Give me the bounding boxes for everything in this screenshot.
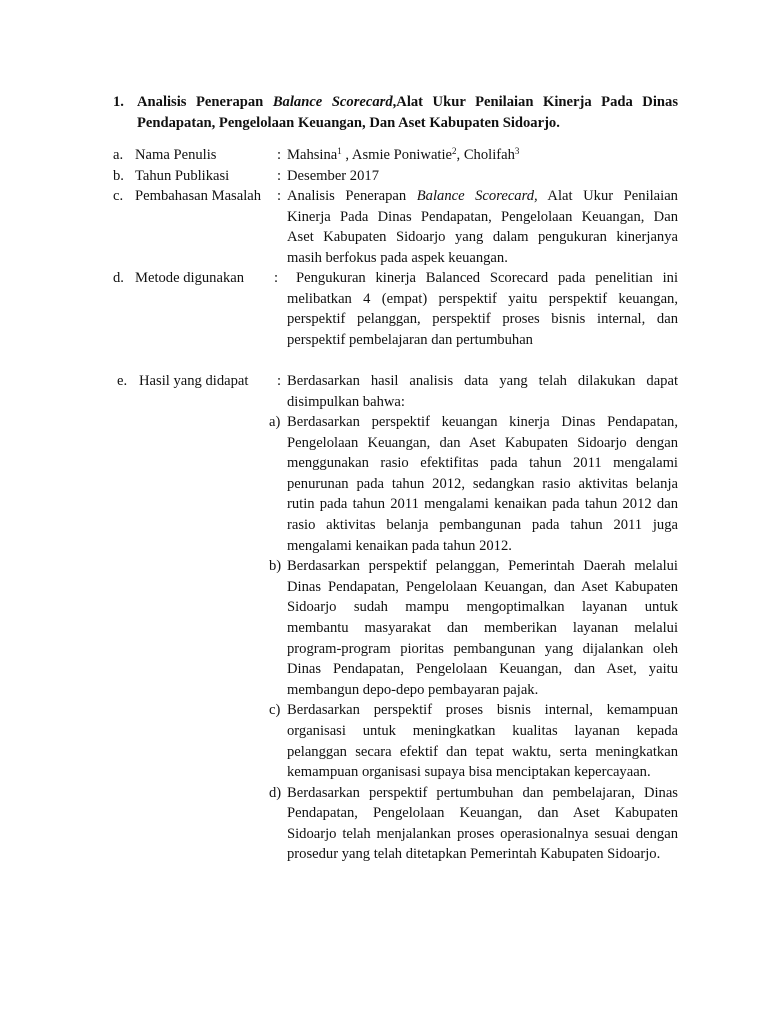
field-colon: :: [277, 373, 282, 389]
author-name-3: , Cholifah: [456, 147, 515, 163]
heading-title: [137, 92, 678, 133]
result-item-marker: c): [269, 702, 281, 719]
results-list: [269, 412, 678, 865]
problem-line-3: Aset Kabupaten Sidoarjo yang dalam pengukuran kinerjanya: [287, 229, 678, 246]
result-item-line: Berdasarkan perspektif keuangan kinerja Dinas Pendapatan,: [287, 414, 678, 430]
heading-title-italic: Balance Scorecard: [272, 94, 393, 110]
problem-line-1-italic: Balance Scorecard,: [416, 188, 538, 204]
field-label: Pembahasan Masalah: [135, 188, 262, 204]
results-intro-line-2: disimpulkan bahwa:: [287, 393, 405, 410]
author-name-1: Mahsina: [287, 147, 338, 163]
result-item: [269, 412, 678, 556]
result-item-line: Sidoarjo sudah mampu mengoptimalkan layanan untuk: [287, 599, 678, 616]
problem-line-2: Kinerja Pada Dinas Pendapatan, Pengelolaan Keuangan, Dan: [287, 208, 678, 225]
result-item-line: rasio aktivitas belanja pembangunan pada tahun 2011 juga: [287, 516, 678, 533]
heading-title-part-1: Analisis Penerapan: [137, 94, 273, 110]
result-item-marker: d): [269, 784, 282, 801]
problem-line-4: masih berfokus pada aspek keuangan.: [287, 249, 508, 266]
heading-title-part-2: ,Alat Ukur Penilaian Kinerja Pada Dinas: [392, 94, 678, 110]
result-item-marker: a): [269, 414, 281, 430]
field-colon: :: [274, 270, 279, 286]
field-letter: c.: [113, 188, 124, 204]
field-value: [287, 145, 678, 166]
field-value: [287, 268, 678, 350]
field-colon: :: [277, 147, 282, 163]
field-letter: d.: [113, 270, 124, 286]
field-letter: b.: [113, 168, 124, 184]
author-sup-3: 3: [514, 146, 520, 156]
result-item-line: Pengelolaan Keuangan, dan Aset Kabupaten Sidoarjo dengan: [287, 434, 678, 451]
result-item: [269, 783, 678, 865]
field-colon: :: [277, 168, 282, 184]
result-item-marker: b): [269, 558, 282, 575]
method-line-4: perspektif pembelajaran dan pertumbuhan: [287, 331, 533, 348]
field-label: Hasil yang didapat: [139, 373, 249, 389]
result-item-line: mengalami kenaikan pada tahun 2012.: [287, 537, 512, 554]
author-sup-1: 1: [337, 146, 342, 156]
result-item-line: Dinas Pendapatan, Pengelolaan Keuangan, dan Aset Kabupaten: [287, 578, 678, 595]
field-colon: :: [277, 188, 282, 204]
result-item-line: Sidoarjo telah menjalankan proses operasionalnya sesuai dengan: [287, 825, 678, 842]
result-item-line: Pendapatan, Pengelolaan Keuangan, dan Aset Kabupaten: [287, 805, 678, 822]
result-item: [269, 700, 678, 782]
problem-line-1: [287, 186, 678, 207]
section-heading: [113, 92, 678, 133]
result-item-line: kemampuan organisasi supaya bisa menciptakan kepercayaan.: [287, 764, 651, 781]
result-item-line: Berdasarkan perspektif pertumbuhan dan pembelajaran, Dinas: [287, 784, 678, 801]
results-intro-line-1: Berdasarkan hasil analisis data yang telah dilakukan dapat: [287, 373, 678, 389]
field-value: [287, 371, 678, 412]
author-name-2: , Asmie Poniwatie: [341, 147, 453, 163]
result-item: [269, 556, 678, 700]
result-item-line: program-program pioritas pembangunan yang dijalankan oleh: [287, 640, 678, 657]
method-line-2: melibatkan 4 (empat) perspektif yaitu perspektif keuangan,: [287, 290, 678, 307]
field-label: Nama Penulis: [135, 147, 217, 163]
heading-number: 1.: [113, 94, 124, 110]
author-sup-2: 2: [452, 146, 457, 156]
heading-title-line-2: Pendapatan, Pengelolaan Keuangan, Dan Aset Kabupaten Sidoarjo.: [137, 114, 560, 131]
field-value: [287, 186, 678, 268]
result-item-line: penurunan pada tahun 2012, sedangkan rasio aktivitas belanja: [287, 475, 678, 492]
result-item-line: organisasi untuk meningkatkan kualitas layanan kepada: [287, 722, 678, 739]
field-letter: a.: [113, 147, 124, 163]
method-line-3: perspektif pelanggan, perspektif proses bisnis internal, dan: [287, 311, 678, 328]
field-letter: e.: [117, 373, 128, 389]
field-label: Metode digunakan: [135, 270, 245, 286]
result-item-line: membantu masyarakat dan memberikan layanan melalui: [287, 619, 678, 636]
result-item-line: Berdasarkan perspektif pelanggan, Pemerintah Daerah melalui: [287, 558, 678, 575]
result-item-line: membangun depo-depo pembayaran pajak.: [287, 681, 539, 698]
result-item-line: prosedur yang telah ditetapkan Pemerintah Kabupaten Sidoarjo.: [287, 846, 661, 863]
heading-title-line-1: [137, 92, 678, 113]
result-item-line: Dinas Pendapatan, Pengelolaan Keuangan, dan Aset, yaitu: [287, 661, 678, 678]
result-item-line: rutin pada tahun 2011 mengalami kenaikan pada tahun 2012 dan: [287, 496, 678, 513]
result-item-line: menggunakan rasio efektifitas pada tahun 2011 mengalami: [287, 455, 678, 472]
field-label: Tahun Publikasi: [135, 168, 230, 184]
result-item-line: Berdasarkan perspektif proses bisnis internal, kemampuan: [287, 702, 678, 719]
field-value: Desember 2017: [287, 168, 379, 184]
result-item-line: pelanggan secara efektif dan tepat waktu, serta meningkatkan: [287, 743, 678, 760]
method-line-1: Pengukuran kinerja Balanced Scorecard pada penelitian ini: [296, 270, 678, 286]
problem-line-1b: Alat Ukur Penilaian: [537, 188, 678, 204]
problem-line-1a: Analisis Penerapan: [287, 188, 417, 204]
